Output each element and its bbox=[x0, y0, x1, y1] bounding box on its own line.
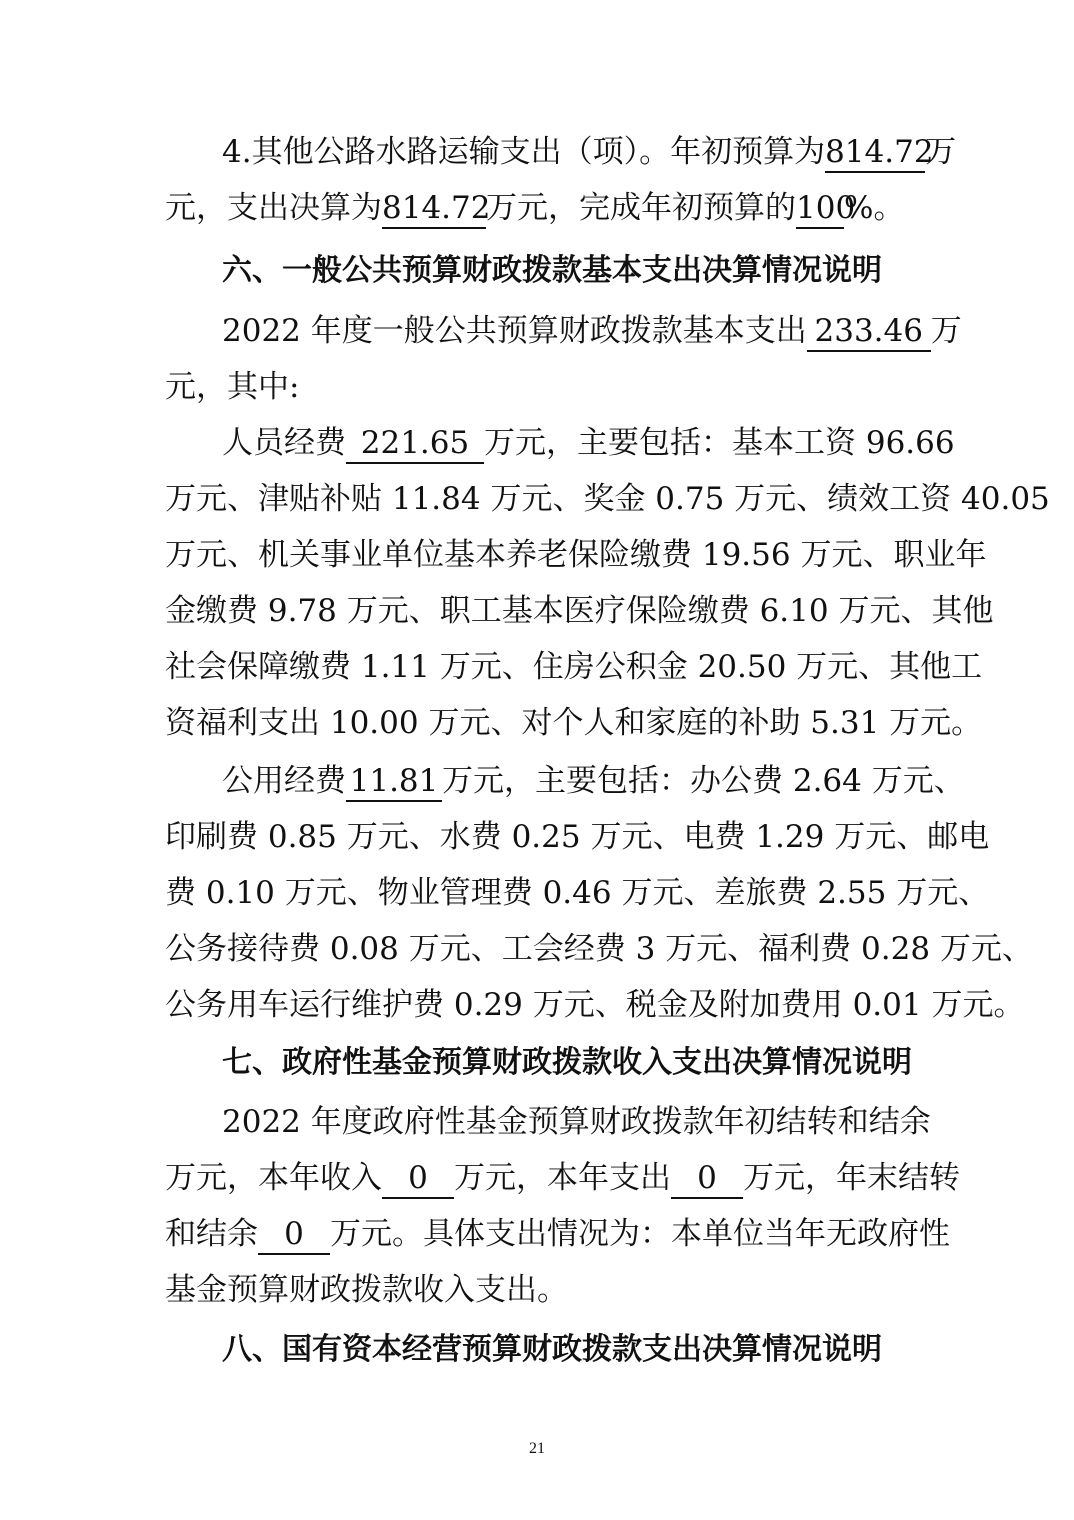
paragraph-line: 金缴费 9.78 万元、职工基本医疗保险缴费 6.10 万元、其他 bbox=[165, 593, 994, 629]
text: 万元，主要包括：办公费 2.64 万元、 bbox=[442, 763, 965, 799]
paragraph-line bbox=[0, 126, 1074, 178]
paragraph-line bbox=[0, 1208, 1074, 1260]
text: 万元，年末结转 bbox=[743, 1160, 960, 1196]
underlined-value: 0 bbox=[671, 1161, 743, 1199]
underlined-value: 100 bbox=[796, 191, 844, 229]
underlined-value: 221.65 bbox=[346, 426, 484, 464]
section-heading: 七、政府性基金预算财政拨款收入支出决算情况说明 bbox=[222, 1045, 912, 1080]
paragraph-line: 费 0.10 万元、物业管理费 0.46 万元、差旅费 2.55 万元、 bbox=[165, 875, 990, 911]
text: 万元，本年支出 bbox=[454, 1160, 671, 1196]
paragraph-line: 万元、津贴补贴 11.84 万元、奖金 0.75 万元、绩效工资 40.05 bbox=[165, 481, 1050, 517]
paragraph-line bbox=[0, 305, 1074, 357]
text: %。 bbox=[844, 190, 905, 226]
underlined-value: 814.72 bbox=[825, 135, 925, 173]
paragraph-line: 社会保障缴费 1.11 万元、住房公积金 20.50 万元、其他工 bbox=[165, 649, 983, 685]
underlined-value: 233.46 bbox=[807, 314, 931, 352]
paragraph-line: 2022 年度政府性基金预算财政拨款年初结转和结余 bbox=[222, 1104, 931, 1140]
text: 万 bbox=[925, 134, 957, 170]
text: 2022 年度一般公共预算财政拨款基本支出 bbox=[222, 313, 807, 349]
page-number: 21 bbox=[529, 1440, 545, 1457]
text: 元，支出决算为 bbox=[165, 190, 382, 226]
paragraph-line bbox=[0, 417, 1074, 469]
paragraph-line: 印刷费 0.85 万元、水费 0.25 万元、电费 1.29 万元、邮电 bbox=[165, 819, 990, 855]
section-heading: 六、一般公共预算财政拨款基本支出决算情况说明 bbox=[222, 253, 882, 288]
text: 万元，完成年初预算的 bbox=[486, 190, 796, 226]
paragraph-line bbox=[0, 1152, 1074, 1204]
text: 万元，主要包括：基本工资 96.66 bbox=[484, 425, 955, 461]
text: 和结余 bbox=[165, 1216, 258, 1252]
underlined-value: 0 bbox=[382, 1161, 454, 1199]
paragraph-line: 万元、机关事业单位基本养老保险缴费 19.56 万元、职业年 bbox=[165, 537, 987, 573]
paragraph-line: 资福利支出 10.00 万元、对个人和家庭的补助 5.31 万元。 bbox=[165, 705, 983, 741]
text: 人员经费 bbox=[222, 425, 346, 461]
paragraph-line: 元，其中: bbox=[165, 369, 300, 405]
text: 万元，本年收入 bbox=[165, 1160, 382, 1196]
paragraph-line: 公务接待费 0.08 万元、工会经费 3 万元、福利费 0.28 万元、 bbox=[165, 931, 1033, 967]
underlined-value: 814.72 bbox=[382, 191, 486, 229]
text: 万元。具体支出情况为：本单位当年无政府性 bbox=[330, 1216, 950, 1252]
text: 4.其他公路水路运输支出（项）。年初预算为 bbox=[222, 134, 826, 170]
underlined-value: 0 bbox=[258, 1217, 330, 1255]
text: 万 bbox=[930, 313, 962, 349]
section-heading: 八、国有资本经营预算财政拨款支出决算情况说明 bbox=[222, 1332, 882, 1367]
paragraph-line: 公务用车运行维护费 0.29 万元、税金及附加费用 0.01 万元。 bbox=[165, 987, 1025, 1023]
paragraph-line: 基金预算财政拨款收入支出。 bbox=[165, 1272, 568, 1308]
paragraph-line bbox=[0, 182, 1074, 234]
underlined-value: 11.81 bbox=[346, 764, 442, 802]
paragraph-line bbox=[0, 755, 1074, 807]
text: 公用经费 bbox=[222, 763, 346, 799]
